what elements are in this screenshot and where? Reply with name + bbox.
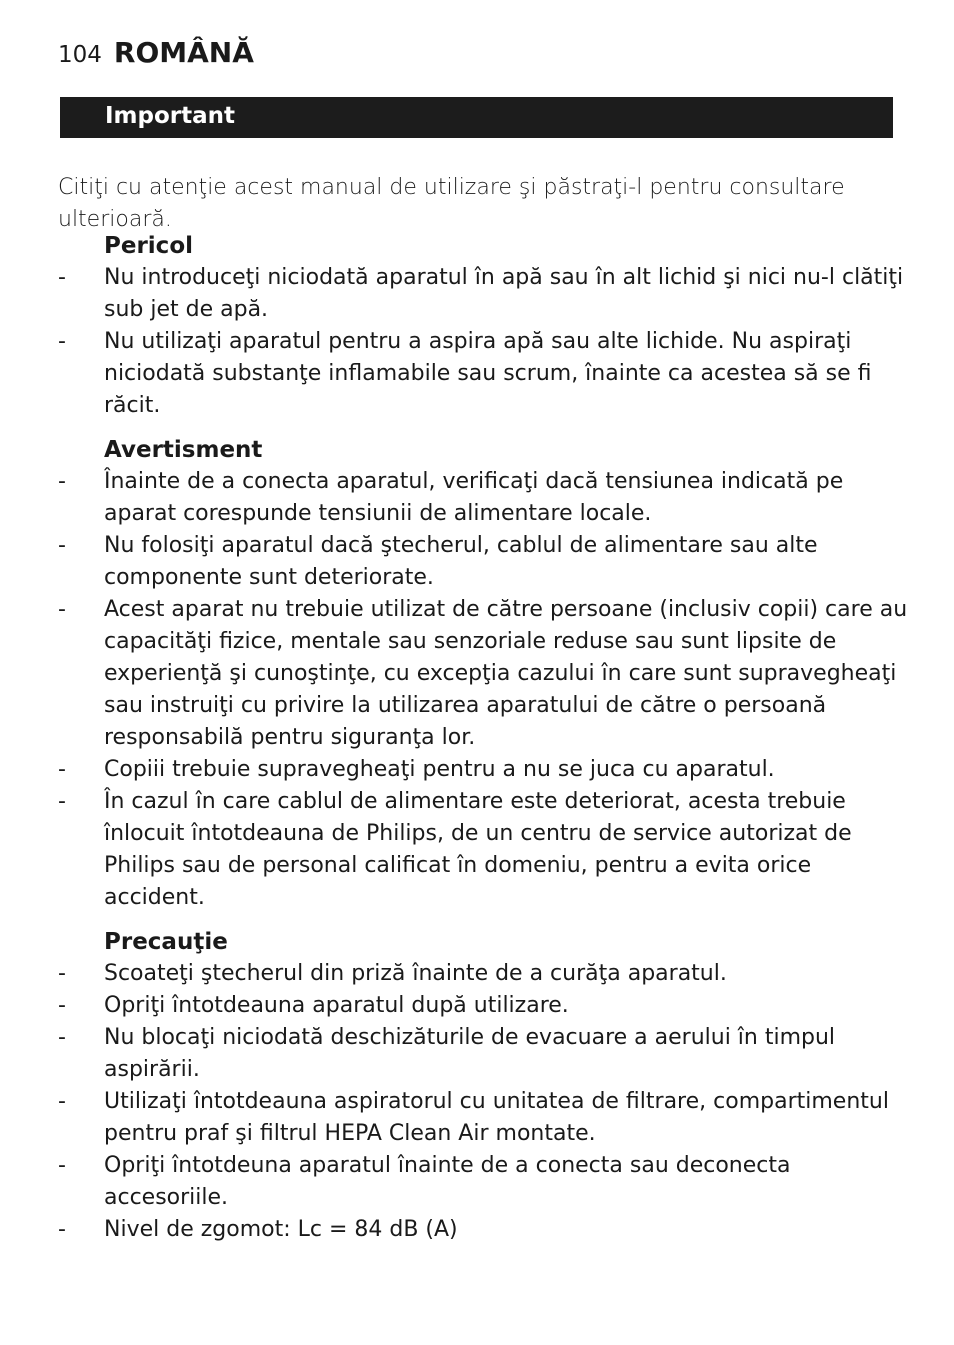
bullet-list [58,466,908,914]
bullet-dash: - [58,469,66,494]
section-title: Important [105,103,236,129]
bullet-dash: - [58,993,66,1018]
list-item-text: Opriţi întotdeauna aparatul după utilizare. [104,993,569,1018]
list-item-text: Nivel de zgomot: Lc = 84 dB (A) [104,1217,458,1242]
bullet-dash: - [58,329,66,354]
list-item [58,958,908,990]
bullet-dash: - [58,1089,66,1114]
list-item-text: Copiii trebuie supravegheaţi pentru a nu se juca cu aparatul. [104,757,775,782]
bullet-dash: - [58,265,66,290]
list-item-text: Înainte de a conecta aparatul, verificaţi dacă tensiunea indicată pe aparat corespunde tensiunii de alimentare locale. [104,469,844,526]
subsection-danger [58,230,908,422]
bullet-list [58,262,908,422]
list-item [58,1086,908,1150]
bullet-dash: - [58,1153,66,1178]
list-item [58,1214,908,1246]
bullet-dash: - [58,1217,66,1242]
subsection-heading: Avertisment [104,437,263,463]
list-item [58,466,908,530]
list-item [58,1150,908,1214]
list-item [58,1022,908,1086]
bullet-dash: - [58,961,66,986]
list-item-text: Nu blocaţi niciodată deschizăturile de evacuare a aerului în timpul aspirării. [104,1025,836,1082]
page-number: 104 [58,42,102,68]
subsection-heading: Pericol [104,233,194,259]
intro-paragraph: Citiţi cu atenţie acest manual de utilizare şi păstraţi-l pentru consultare ulterioară. [58,175,845,232]
bullet-dash: - [58,757,66,782]
bullet-list [58,958,908,1246]
list-item-text: În cazul în care cablul de alimentare este deteriorat, acesta trebuie înlocuit întotdeauna de Philips, de un centru de service autorizat de Philips sau de personal calificat în domeniu, pentru a evita orice accident. [104,789,852,910]
section-header-bar [60,97,893,138]
bullet-dash: - [58,1025,66,1050]
bullet-dash: - [58,789,66,814]
list-item [58,326,908,422]
page-header [58,36,254,69]
list-item [58,754,908,786]
subsection-caution [58,926,908,1246]
list-item-text: Opriţi întotdeuna aparatul înainte de a conecta sau deconecta accesoriile. [104,1153,791,1210]
list-item-text: Utilizaţi întotdeauna aspiratorul cu unitatea de filtrare, compartimentul pentru praf şi filtrul HEPA Clean Air montate. [104,1089,889,1146]
list-item-text: Scoateţi ştecherul din priză înainte de a curăţa aparatul. [104,961,727,986]
language-title: ROMÂNĂ [113,36,254,69]
warnings-content [58,230,908,1258]
list-item-text: Nu folosiţi aparatul dacă ştecherul, cablul de alimentare sau alte componente sunt deteriorate. [104,533,818,590]
list-item [58,786,908,914]
list-item [58,530,908,594]
list-item-text: Nu utilizaţi aparatul pentru a aspira apă sau alte lichide. Nu aspiraţi niciodată substanţe inflamabile sau scrum, înainte ca acestea să se fi răcit. [104,329,872,418]
bullet-dash: - [58,597,66,622]
subsection-warning [58,434,908,914]
list-item-text: Acest aparat nu trebuie utilizat de către persoane (inclusiv copii) care au capacităţi fizice, mentale sau senzoriale reduse sau sunt lipsite de experienţă şi cunoştinţe, cu excepţia cazului în care sunt supravegheaţi sau instruiţi cu privire la utilizarea aparatului de către o persoană responsabilă pentru siguranţa lor. [104,597,908,750]
list-item [58,990,908,1022]
list-item [58,594,908,754]
bullet-dash: - [58,533,66,558]
list-item [58,262,908,326]
subsection-heading: Precauţie [104,929,228,955]
list-item-text: Nu introduceţi niciodată aparatul în apă sau în alt lichid şi nici nu-l clătiţi sub jet de apă. [104,265,904,322]
